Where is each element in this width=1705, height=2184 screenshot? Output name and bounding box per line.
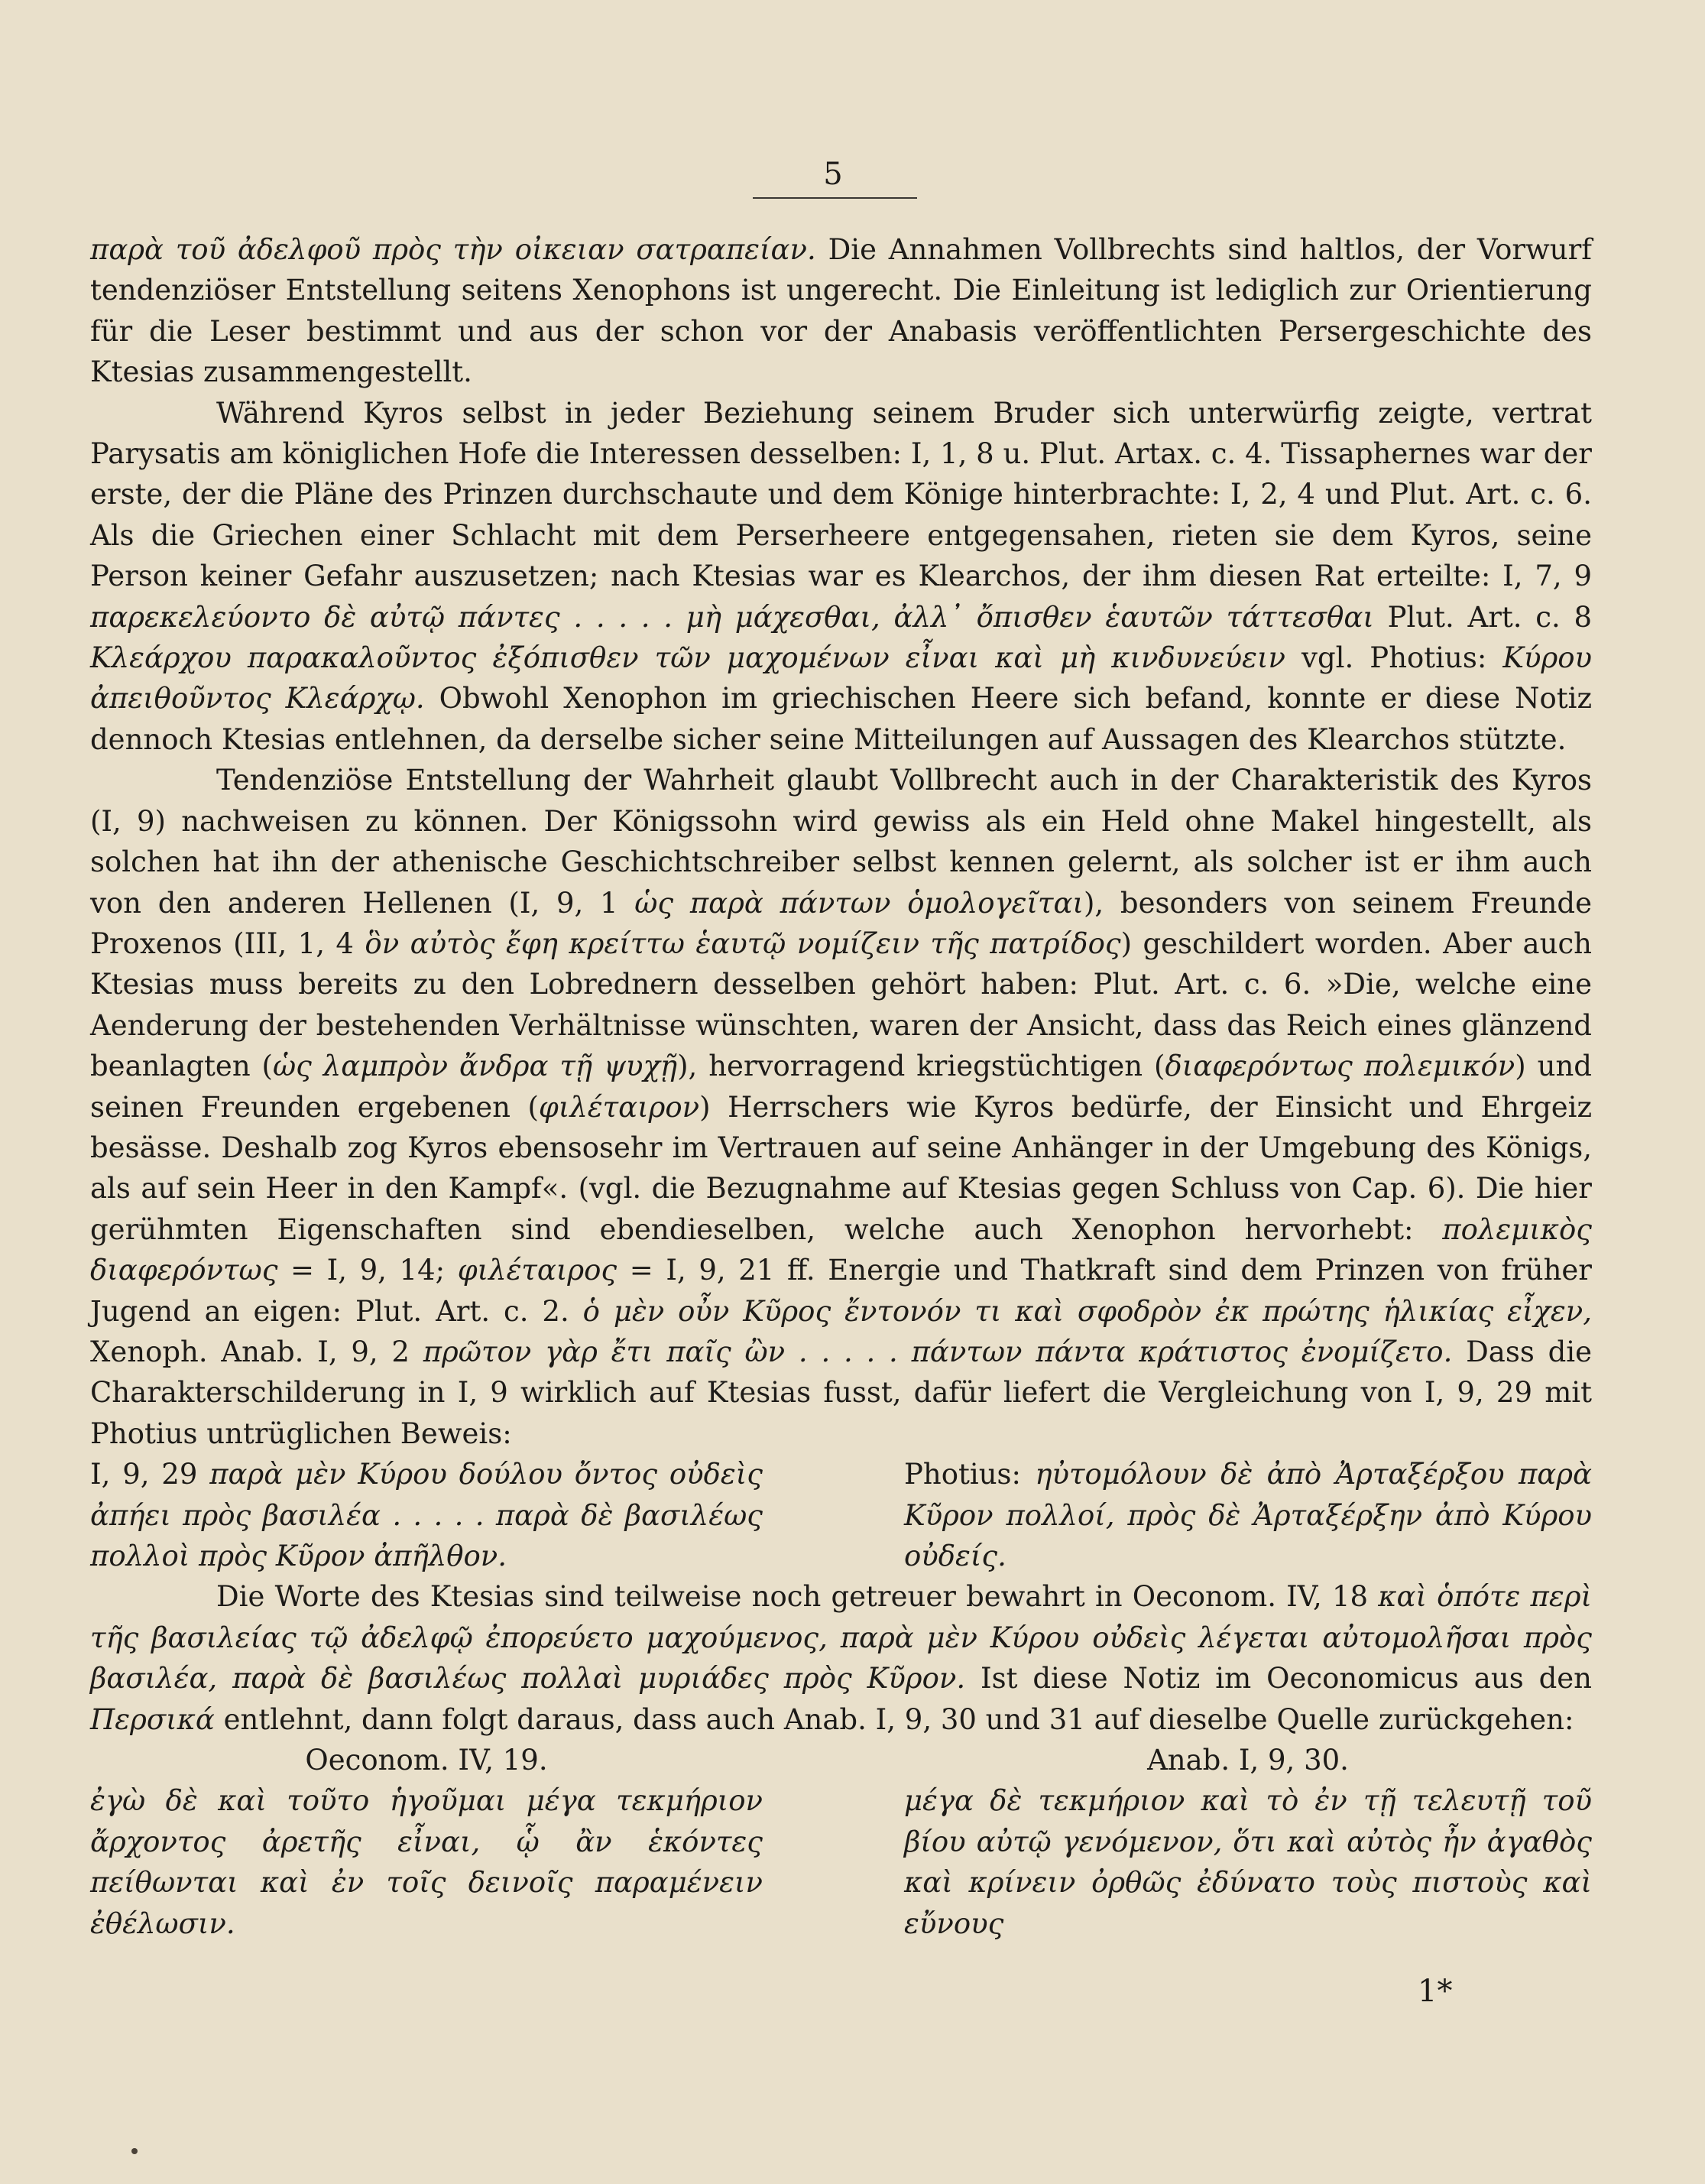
paragraph-1 <box>90 229 1592 393</box>
body-text <box>90 229 1592 1944</box>
text-run: ) geschildert worden. Aber auch Ktesias muss bereits zu den Lobrednern desselben gehört haben: Plut. Art. c. 6. »Die, welche eine Aenderung der bestehenden Verhältnisse wünschten, waren der Ansicht, dass das Reich eines glänzend beanlagten ( <box>90 926 1592 1083</box>
greek-quote: παρὰ μὲν Κύρου δούλου ὄντος οὐδεὶς ἀπήει πρὸς βασιλέα . . . . . παρὰ δὲ βασιλέως πολλοὶ πρὸς Κῦρον ἀπῆλθον. <box>90 1458 763 1572</box>
text-run: ), hervorragend kriegstüchtigen ( <box>677 1050 1165 1083</box>
greek-quote: φιλέταιρος <box>457 1254 617 1287</box>
greek-quote: καὶ ὁπότε περὶ τῆς βασιλείας τῷ ἀδελφῷ ἐπορεύετο μαχούμενος, παρὰ μὲν Κύρου οὐδεὶς λέγεται αὐτομολῆσαι πρὸς βασιλέα, παρὰ δὲ βασιλέως πολλαὶ μυριάδες πρὸς Κῦρον. <box>90 1580 1592 1696</box>
greek-quote: πρῶτον γὰρ ἔτι παῖς ὢν . . . . . πάντων πάντα κράτιστος ἐνομίζετο. <box>423 1335 1453 1368</box>
greek-quote: ὃν αὐτὸς ἔφη κρείττω ἑαυτῷ νομίζειν τῆς πατρίδος <box>365 926 1121 960</box>
greek-quote: ὁ μὲν οὖν Κῦρος ἔντονόν τι καὶ σφοδρὸν ἐκ πρώτης ἡλικίας εἶχεν, <box>582 1294 1592 1328</box>
text-run: Xenoph. Anab. I, 9, 2 <box>90 1335 423 1368</box>
greek-quote: ὡς λαμπρὸν ἄνδρα τῇ ψυχῇ <box>273 1050 678 1083</box>
greek-quote: Περσικά <box>90 1702 215 1736</box>
text-run: entlehnt, dann folgt daraus, dass auch Anab. I, 9, 30 und 31 auf dieselbe Quelle zurückgehen: <box>214 1702 1574 1736</box>
text-run: ) Herrschers wie Kyros bedürfe, der Einsicht und Ehrgeiz besässe. Deshalb zog Kyros ebensosehr im Vertrauen auf seine Anhänger in der Umgebung des Königs, als auf sein Heer in den Kampf«. (vgl. die Bezugnahme auf Ktesias gegen Schluss von Cap. 6). Die hier gerühmten Eigenschaften sind ebendieselben, welche auch Xenophon hervorhebt: <box>90 1090 1592 1246</box>
citation: I, 9, 29 <box>90 1458 210 1491</box>
comparison-1 <box>90 1454 1592 1576</box>
text-run: ) und seinen Freunden ergebenen ( <box>90 1050 1592 1124</box>
text-run: vgl. Photius: <box>1285 641 1503 675</box>
greek-quote: Κύρου ἀπειθοῦντος Κλεάρχῳ. <box>90 641 1592 716</box>
paragraph-2 <box>90 393 1592 761</box>
text-run: Dass die Charakterschilderung in I, 9 wirklich auf Ktesias fusst, dafür liefert die Vergleichung von I, 9, 29 mit Photius untrüglichen Beweis: <box>90 1335 1592 1450</box>
text-run: Die Annahmen Vollbrechts sind haltlos, der Vorwurf tendenziöser Entstellung seitens Xenophons ist ungerecht. Die Einleitung ist lediglich zur Orientierung für die Leser bestimmt und aus der schon vor der Anabasis veröffentlichten Persergeschichte des Ktesias zusammengestellt. <box>90 233 1592 389</box>
citation: Photius: <box>904 1458 1036 1491</box>
greek-quote: ηὐτομόλουν δὲ ἀπὸ Ἀρταξέρξου παρὰ Κῦρον πολλοί, πρὸς δὲ Ἀρταξέρξην ἀπὸ Κύρου οὐδείς. <box>904 1458 1593 1572</box>
text-run: = I, 9, 21 ff. Energie und Thatkraft sind dem Prinzen von früher Jugend an eigen: Plut. Art. c. 2. <box>90 1254 1592 1328</box>
comparison-right <box>904 1740 1592 1944</box>
page-number: 5 <box>823 157 843 192</box>
greek-quote: διαφερόντως πολεμικόν <box>1165 1050 1515 1083</box>
signature-mark: 1* <box>1418 1974 1453 2009</box>
comparison-left <box>90 1454 763 1576</box>
comparison-right <box>904 1454 1592 1576</box>
header-rule <box>753 197 917 199</box>
column-heading: Oeconom. IV, 19. <box>305 1744 548 1777</box>
greek-quote: Κλεάρχου παρακαλοῦντος ἐξόπισθεν τῶν μαχομένων εἶναι καὶ μὴ κινδυνεύειν <box>90 641 1285 675</box>
text-run: ), besonders von seinem Freunde Proxenos (III, 1, 4 <box>90 886 1592 960</box>
greek-quote: ὡς παρὰ πάντων ὁμολογεῖται <box>634 886 1084 920</box>
text-run: Tendenziöse Entstellung der Wahrheit glaubt Vollbrecht auch in der Charakteristik des Kyros (I, 9) nachweisen zu können. Der Königssohn wird gewiss als ein Held ohne Makel hingestellt, als solchen hat ihn der athenische Geschichtschreiber selbst kennen gelernt, als solcher ist er ihm auch von den anderen Hellenen (I, 9, 1 <box>90 764 1592 920</box>
text-run: Obwohl Xenophon im griechischen Heere sich befand, konnte er diese Notiz dennoch Ktesias entlehnen, da derselbe sicher seine Mitteilungen auf Aussagen des Klearchos stützte. <box>90 682 1592 756</box>
greek-quote: παρὰ τοῦ ἀδελφοῦ πρὸς τὴν οἰκειαν σατραπείαν. <box>90 233 816 266</box>
paragraph-3 <box>90 760 1592 1454</box>
text-run: Ist diese Notiz im Oeconomicus aus den <box>965 1662 1592 1696</box>
comparison-left <box>90 1740 763 1944</box>
text-run: Plut. Art. c. 8 <box>1373 600 1593 634</box>
greek-quote: πολεμικὸς διαφερόντως <box>90 1212 1592 1287</box>
ink-dot <box>131 2148 138 2154</box>
greek-quote: παρεκελεύοντο δὲ αὐτῷ πάντες . . . . . μὴ μάχεσθαι, ἀλλ᾽ ὄπισθεν ἑαυτῶν τάττεσθαι <box>90 600 1374 634</box>
text-run: Während Kyros selbst in jeder Beziehung seinem Bruder sich unterwürfig zeigte, vertrat Parysatis am königlichen Hofe die Interessen desselben: I, 1, 8 u. Plut. Artax. c. 4. Tissaphernes war der erste, der die Pläne des Prinzen durchschaute und dem Könige hinterbrachte: I, 2, 4 und Plut. Art. c. 6. Als die Griechen einer Schlacht mit dem Perserheere entgegensahen, rieten sie dem Kyros, seine Person keiner Gefahr auszusetzen; nach Ktesias war es Klearchos, der ihm diesen Rat erteilte: I, 7, 9 <box>90 396 1592 593</box>
text-run: = I, 9, 14; <box>277 1254 458 1287</box>
greek-quote: φιλέταιρον <box>538 1090 700 1124</box>
comparison-2 <box>90 1740 1592 1944</box>
greek-quote: ἐγὼ δὲ καὶ τοῦτο ἡγοῦμαι μέγα τεκμήριον ἄρχοντος ἀρετῆς εἶναι, ᾧ ἂν ἑκόντες πείθωνται καὶ ἐν τοῖς δεινοῖς παραμένειν ἐθέλωσιν. <box>90 1784 763 1940</box>
text-run: Die Worte des Ktesias sind teilweise noch getreuer bewahrt in Oeconom. IV, 18 <box>216 1580 1379 1614</box>
paragraph-4 <box>90 1576 1592 1740</box>
column-heading: Anab. I, 9, 30. <box>1147 1744 1349 1777</box>
greek-quote: μέγα δὲ τεκμήριον καὶ τὸ ἐν τῇ τελευτῇ τοῦ βίου αὐτῷ γενόμενον, ὅτι καὶ αὐτὸς ἦν ἀγαθὸς καὶ κρίνειν ὀρθῶς ἐδύνατο τοὺς πιστοὺς καὶ εὔνους <box>904 1784 1592 1940</box>
